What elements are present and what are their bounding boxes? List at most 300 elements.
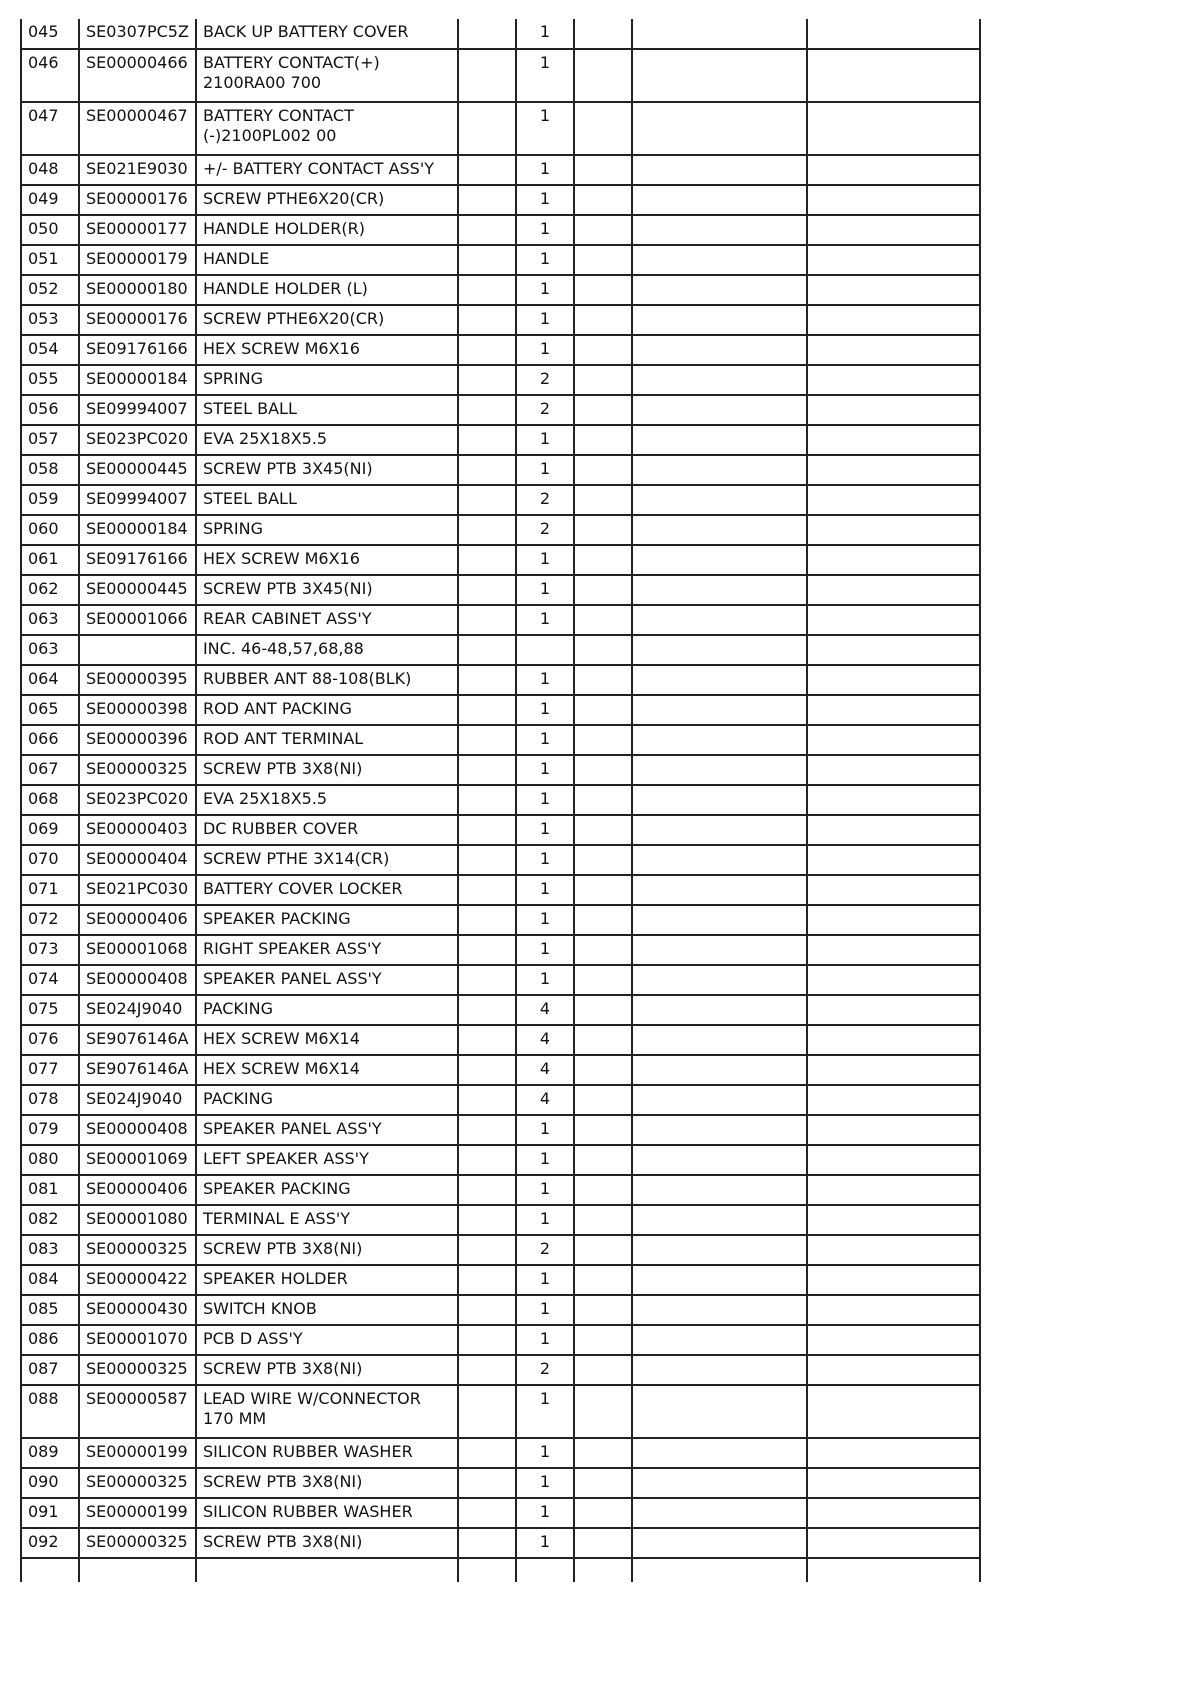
table-row	[21, 1145, 980, 1175]
quantity-cell: 4	[516, 1055, 574, 1085]
empty-cell	[632, 785, 807, 815]
table-row	[21, 995, 980, 1025]
description-cell	[196, 1558, 458, 1582]
ref-number-cell: 085	[21, 1295, 79, 1325]
empty-cell	[632, 515, 807, 545]
empty-cell	[458, 1205, 516, 1235]
quantity-cell: 2	[516, 485, 574, 515]
empty-cell	[807, 1025, 980, 1055]
part-code-cell: SE00000408	[79, 1115, 196, 1145]
ref-number-cell: 078	[21, 1085, 79, 1115]
empty-cell	[458, 1175, 516, 1205]
empty-cell	[458, 635, 516, 665]
description-cell: PACKING	[196, 995, 458, 1025]
empty-cell	[632, 935, 807, 965]
empty-cell	[807, 335, 980, 365]
empty-cell	[574, 1085, 632, 1115]
empty-cell	[807, 245, 980, 275]
ref-number-cell: 088	[21, 1385, 79, 1438]
parts-list-body	[21, 19, 980, 1582]
empty-cell	[458, 49, 516, 102]
quantity-cell: 2	[516, 1355, 574, 1385]
description-cell: SCREW PTHE 3X14(CR)	[196, 845, 458, 875]
table-row	[21, 935, 980, 965]
part-code-cell: SE00001070	[79, 1325, 196, 1355]
description-cell: SPRING	[196, 365, 458, 395]
empty-cell	[458, 19, 516, 49]
table-row	[21, 245, 980, 275]
quantity-cell: 1	[516, 455, 574, 485]
empty-cell	[574, 395, 632, 425]
description-cell: DC RUBBER COVER	[196, 815, 458, 845]
description-cell: ROD ANT PACKING	[196, 695, 458, 725]
part-code-cell: SE9076146A	[79, 1055, 196, 1085]
description-cell: INC. 46-48,57,68,88	[196, 635, 458, 665]
empty-cell	[807, 365, 980, 395]
empty-cell	[632, 49, 807, 102]
empty-cell	[807, 1438, 980, 1468]
part-code-cell: SE00001066	[79, 605, 196, 635]
part-code-cell: SE00000466	[79, 49, 196, 102]
empty-cell	[574, 875, 632, 905]
empty-cell	[574, 1025, 632, 1055]
empty-cell	[632, 1528, 807, 1558]
empty-cell	[458, 845, 516, 875]
table-row	[21, 49, 980, 102]
description-cell: LEFT SPEAKER ASS'Y	[196, 1145, 458, 1175]
empty-cell	[807, 1528, 980, 1558]
table-row	[21, 1438, 980, 1468]
part-code-cell: SE023PC020	[79, 785, 196, 815]
quantity-cell: 1	[516, 935, 574, 965]
quantity-cell: 1	[516, 815, 574, 845]
empty-cell	[574, 1498, 632, 1528]
quantity-cell: 1	[516, 102, 574, 155]
description-cell: +/- BATTERY CONTACT ASS'Y	[196, 155, 458, 185]
ref-number-cell: 084	[21, 1265, 79, 1295]
part-code-cell: SE00001069	[79, 1145, 196, 1175]
ref-number-cell: 086	[21, 1325, 79, 1355]
quantity-cell: 1	[516, 575, 574, 605]
empty-cell	[807, 155, 980, 185]
empty-cell	[807, 49, 980, 102]
empty-cell	[458, 1145, 516, 1175]
empty-cell	[807, 1115, 980, 1145]
empty-cell	[458, 455, 516, 485]
empty-cell	[574, 245, 632, 275]
empty-cell	[458, 875, 516, 905]
description-cell: HEX SCREW M6X16	[196, 335, 458, 365]
description-cell: SCREW PTB 3X8(NI)	[196, 1355, 458, 1385]
empty-cell	[632, 455, 807, 485]
part-code-cell: SE00000176	[79, 185, 196, 215]
empty-cell	[574, 1385, 632, 1438]
empty-cell	[574, 185, 632, 215]
empty-cell	[574, 815, 632, 845]
table-row	[21, 19, 980, 49]
empty-cell	[807, 815, 980, 845]
empty-cell	[574, 155, 632, 185]
quantity-cell: 1	[516, 49, 574, 102]
part-code-cell: SE00000396	[79, 725, 196, 755]
part-code-cell: SE00000404	[79, 845, 196, 875]
part-code-cell: SE00000408	[79, 965, 196, 995]
empty-cell	[632, 1205, 807, 1235]
ref-number-cell: 046	[21, 49, 79, 102]
table-row	[21, 575, 980, 605]
table-row	[21, 102, 980, 155]
ref-number-cell: 075	[21, 995, 79, 1025]
description-cell: HANDLE	[196, 245, 458, 275]
empty-cell	[807, 875, 980, 905]
empty-cell	[574, 19, 632, 49]
part-code-cell: SE00000325	[79, 1528, 196, 1558]
part-code-cell: SE00000467	[79, 102, 196, 155]
table-row	[21, 635, 980, 665]
ref-number-cell: 063	[21, 605, 79, 635]
empty-cell	[807, 695, 980, 725]
quantity-cell: 1	[516, 215, 574, 245]
empty-cell	[807, 455, 980, 485]
part-code-cell: SE00000199	[79, 1438, 196, 1468]
table-row	[21, 755, 980, 785]
description-cell: BATTERY CONTACT(+) 2100RA00 700	[196, 49, 458, 102]
empty-cell	[458, 815, 516, 845]
empty-cell	[632, 1498, 807, 1528]
empty-cell	[807, 1325, 980, 1355]
ref-number-cell: 061	[21, 545, 79, 575]
ref-number-cell: 076	[21, 1025, 79, 1055]
empty-cell	[632, 245, 807, 275]
empty-cell	[574, 1558, 632, 1582]
empty-cell	[574, 935, 632, 965]
empty-cell	[632, 545, 807, 575]
quantity-cell: 2	[516, 1235, 574, 1265]
ref-number-cell: 065	[21, 695, 79, 725]
part-code-cell	[79, 1558, 196, 1582]
empty-cell	[574, 1115, 632, 1145]
empty-cell	[807, 185, 980, 215]
empty-cell	[458, 665, 516, 695]
description-cell: REAR CABINET ASS'Y	[196, 605, 458, 635]
ref-number-cell: 073	[21, 935, 79, 965]
empty-cell	[458, 1235, 516, 1265]
part-code-cell: SE00000325	[79, 1235, 196, 1265]
ref-number-cell: 081	[21, 1175, 79, 1205]
table-row	[21, 455, 980, 485]
ref-number-cell: 047	[21, 102, 79, 155]
part-code-cell: SE00000179	[79, 245, 196, 275]
empty-cell	[632, 1085, 807, 1115]
description-cell: PACKING	[196, 1085, 458, 1115]
table-row	[21, 1468, 980, 1498]
empty-cell	[574, 665, 632, 695]
quantity-cell: 1	[516, 1205, 574, 1235]
part-code-cell: SE00001068	[79, 935, 196, 965]
empty-cell	[458, 995, 516, 1025]
empty-cell	[458, 1355, 516, 1385]
empty-cell	[807, 1055, 980, 1085]
part-code-cell: SE09176166	[79, 545, 196, 575]
ref-number-cell: 055	[21, 365, 79, 395]
empty-cell	[632, 965, 807, 995]
empty-cell	[574, 1145, 632, 1175]
quantity-cell: 1	[516, 725, 574, 755]
description-cell: SCREW PTB 3X8(NI)	[196, 755, 458, 785]
part-code-cell: SE023PC020	[79, 425, 196, 455]
table-row	[21, 485, 980, 515]
empty-cell	[632, 1355, 807, 1385]
table-row	[21, 155, 980, 185]
empty-cell	[632, 635, 807, 665]
empty-cell	[458, 515, 516, 545]
part-code-cell: SE00000587	[79, 1385, 196, 1438]
quantity-cell: 1	[516, 1468, 574, 1498]
empty-cell	[632, 365, 807, 395]
empty-cell	[574, 845, 632, 875]
empty-cell	[807, 1145, 980, 1175]
empty-cell	[632, 1055, 807, 1085]
table-row	[21, 1175, 980, 1205]
empty-cell	[574, 1438, 632, 1468]
part-code-cell: SE9076146A	[79, 1025, 196, 1055]
empty-cell	[574, 1235, 632, 1265]
table-row	[21, 395, 980, 425]
empty-cell	[458, 725, 516, 755]
ref-number-cell: 090	[21, 1468, 79, 1498]
empty-cell	[632, 845, 807, 875]
ref-number-cell: 077	[21, 1055, 79, 1085]
empty-cell	[632, 19, 807, 49]
quantity-cell: 1	[516, 19, 574, 49]
empty-cell	[574, 425, 632, 455]
quantity-cell: 1	[516, 665, 574, 695]
empty-cell	[807, 1498, 980, 1528]
quantity-cell: 1	[516, 545, 574, 575]
empty-cell	[632, 1468, 807, 1498]
table-row	[21, 725, 980, 755]
empty-cell	[632, 1175, 807, 1205]
description-cell: HANDLE HOLDER(R)	[196, 215, 458, 245]
table-row	[21, 815, 980, 845]
table-row	[21, 275, 980, 305]
empty-cell	[574, 725, 632, 755]
ref-number-cell: 060	[21, 515, 79, 545]
empty-cell	[632, 815, 807, 845]
empty-cell	[574, 905, 632, 935]
description-cell: SPEAKER HOLDER	[196, 1265, 458, 1295]
empty-cell	[807, 1355, 980, 1385]
empty-cell	[632, 485, 807, 515]
part-code-cell: SE09994007	[79, 485, 196, 515]
empty-cell	[458, 1115, 516, 1145]
ref-number-cell: 068	[21, 785, 79, 815]
table-row	[21, 1025, 980, 1055]
empty-cell	[632, 1558, 807, 1582]
empty-cell	[807, 905, 980, 935]
ref-number-cell: 059	[21, 485, 79, 515]
table-row	[21, 905, 980, 935]
part-code-cell: SE00000177	[79, 215, 196, 245]
empty-cell	[632, 905, 807, 935]
empty-cell	[632, 725, 807, 755]
part-code-cell: SE00000406	[79, 905, 196, 935]
quantity-cell: 2	[516, 365, 574, 395]
description-cell: ROD ANT TERMINAL	[196, 725, 458, 755]
part-code-cell: SE00000184	[79, 365, 196, 395]
empty-cell	[807, 1175, 980, 1205]
description-cell: SPEAKER PACKING	[196, 1175, 458, 1205]
table-row	[21, 1235, 980, 1265]
table-row	[21, 515, 980, 545]
description-cell: BATTERY COVER LOCKER	[196, 875, 458, 905]
quantity-cell: 1	[516, 695, 574, 725]
table-row	[21, 1265, 980, 1295]
ref-number-cell: 045	[21, 19, 79, 49]
part-code-cell: SE021E9030	[79, 155, 196, 185]
quantity-cell: 1	[516, 185, 574, 215]
part-code-cell: SE00000180	[79, 275, 196, 305]
empty-cell	[574, 1355, 632, 1385]
empty-cell	[632, 305, 807, 335]
part-code-cell: SE00000176	[79, 305, 196, 335]
empty-cell	[807, 485, 980, 515]
quantity-cell: 4	[516, 1025, 574, 1055]
empty-cell	[807, 545, 980, 575]
empty-cell	[458, 425, 516, 455]
empty-cell	[574, 635, 632, 665]
quantity-cell: 1	[516, 1498, 574, 1528]
table-row	[21, 545, 980, 575]
description-cell: EVA 25X18X5.5	[196, 785, 458, 815]
empty-cell	[632, 155, 807, 185]
quantity-cell: 1	[516, 1528, 574, 1558]
description-cell: EVA 25X18X5.5	[196, 425, 458, 455]
quantity-cell: 1	[516, 305, 574, 335]
part-code-cell: SE00000398	[79, 695, 196, 725]
empty-cell	[807, 1468, 980, 1498]
ref-number-cell	[21, 1558, 79, 1582]
empty-cell	[574, 785, 632, 815]
empty-cell	[807, 1205, 980, 1235]
part-code-cell: SE00000199	[79, 1498, 196, 1528]
table-row	[21, 1528, 980, 1558]
empty-cell	[632, 1385, 807, 1438]
empty-cell	[632, 875, 807, 905]
empty-cell	[807, 1558, 980, 1582]
description-cell: SCREW PTHE6X20(CR)	[196, 305, 458, 335]
empty-cell	[632, 755, 807, 785]
description-cell: HEX SCREW M6X14	[196, 1025, 458, 1055]
ref-number-cell: 072	[21, 905, 79, 935]
table-row	[21, 215, 980, 245]
empty-cell	[574, 995, 632, 1025]
ref-number-cell: 067	[21, 755, 79, 785]
ref-number-cell: 051	[21, 245, 79, 275]
table-row	[21, 695, 980, 725]
table-row	[21, 1055, 980, 1085]
empty-cell	[574, 275, 632, 305]
quantity-cell: 2	[516, 395, 574, 425]
empty-cell	[632, 695, 807, 725]
description-cell: LEAD WIRE W/CONNECTOR 170 MM	[196, 1385, 458, 1438]
description-cell: SWITCH KNOB	[196, 1295, 458, 1325]
description-cell: SPEAKER PACKING	[196, 905, 458, 935]
empty-cell	[807, 395, 980, 425]
empty-cell	[807, 575, 980, 605]
table-row	[21, 1498, 980, 1528]
empty-cell	[807, 1385, 980, 1438]
description-cell: PCB D ASS'Y	[196, 1325, 458, 1355]
empty-cell	[574, 515, 632, 545]
empty-cell	[458, 1438, 516, 1468]
description-cell: SCREW PTB 3X8(NI)	[196, 1235, 458, 1265]
ref-number-cell: 089	[21, 1438, 79, 1468]
description-cell: STEEL BALL	[196, 485, 458, 515]
description-cell: RUBBER ANT 88-108(BLK)	[196, 665, 458, 695]
empty-cell	[458, 245, 516, 275]
empty-cell	[458, 1385, 516, 1438]
quantity-cell: 4	[516, 995, 574, 1025]
ref-number-cell: 053	[21, 305, 79, 335]
empty-cell	[574, 1528, 632, 1558]
part-code-cell: SE00000325	[79, 755, 196, 785]
empty-cell	[632, 1325, 807, 1355]
empty-cell	[632, 185, 807, 215]
table-row	[21, 1325, 980, 1355]
empty-cell	[458, 155, 516, 185]
quantity-cell: 1	[516, 155, 574, 185]
empty-cell	[632, 275, 807, 305]
empty-cell	[632, 1115, 807, 1145]
empty-cell	[458, 1558, 516, 1582]
description-cell: SILICON RUBBER WASHER	[196, 1438, 458, 1468]
table-row	[21, 1355, 980, 1385]
quantity-cell: 1	[516, 755, 574, 785]
table-row	[21, 365, 980, 395]
empty-cell	[574, 1205, 632, 1235]
description-cell: TERMINAL E ASS'Y	[196, 1205, 458, 1235]
empty-cell	[632, 215, 807, 245]
empty-cell	[458, 185, 516, 215]
empty-cell	[458, 1295, 516, 1325]
empty-cell	[458, 905, 516, 935]
table-row	[21, 875, 980, 905]
part-code-cell: SE00000445	[79, 455, 196, 485]
ref-number-cell: 052	[21, 275, 79, 305]
part-code-cell: SE00000395	[79, 665, 196, 695]
table-row	[21, 965, 980, 995]
empty-cell	[458, 275, 516, 305]
empty-cell	[632, 665, 807, 695]
empty-cell	[632, 605, 807, 635]
ref-number-cell: 056	[21, 395, 79, 425]
empty-cell	[458, 1325, 516, 1355]
ref-number-cell: 049	[21, 185, 79, 215]
ref-number-cell: 082	[21, 1205, 79, 1235]
empty-cell	[574, 215, 632, 245]
empty-cell	[807, 425, 980, 455]
description-cell: SCREW PTB 3X8(NI)	[196, 1468, 458, 1498]
part-code-cell: SE00000403	[79, 815, 196, 845]
empty-cell	[574, 485, 632, 515]
empty-cell	[458, 365, 516, 395]
table-row	[21, 305, 980, 335]
ref-number-cell: 074	[21, 965, 79, 995]
empty-cell	[574, 365, 632, 395]
part-code-cell: SE024J9040	[79, 995, 196, 1025]
empty-cell	[807, 635, 980, 665]
